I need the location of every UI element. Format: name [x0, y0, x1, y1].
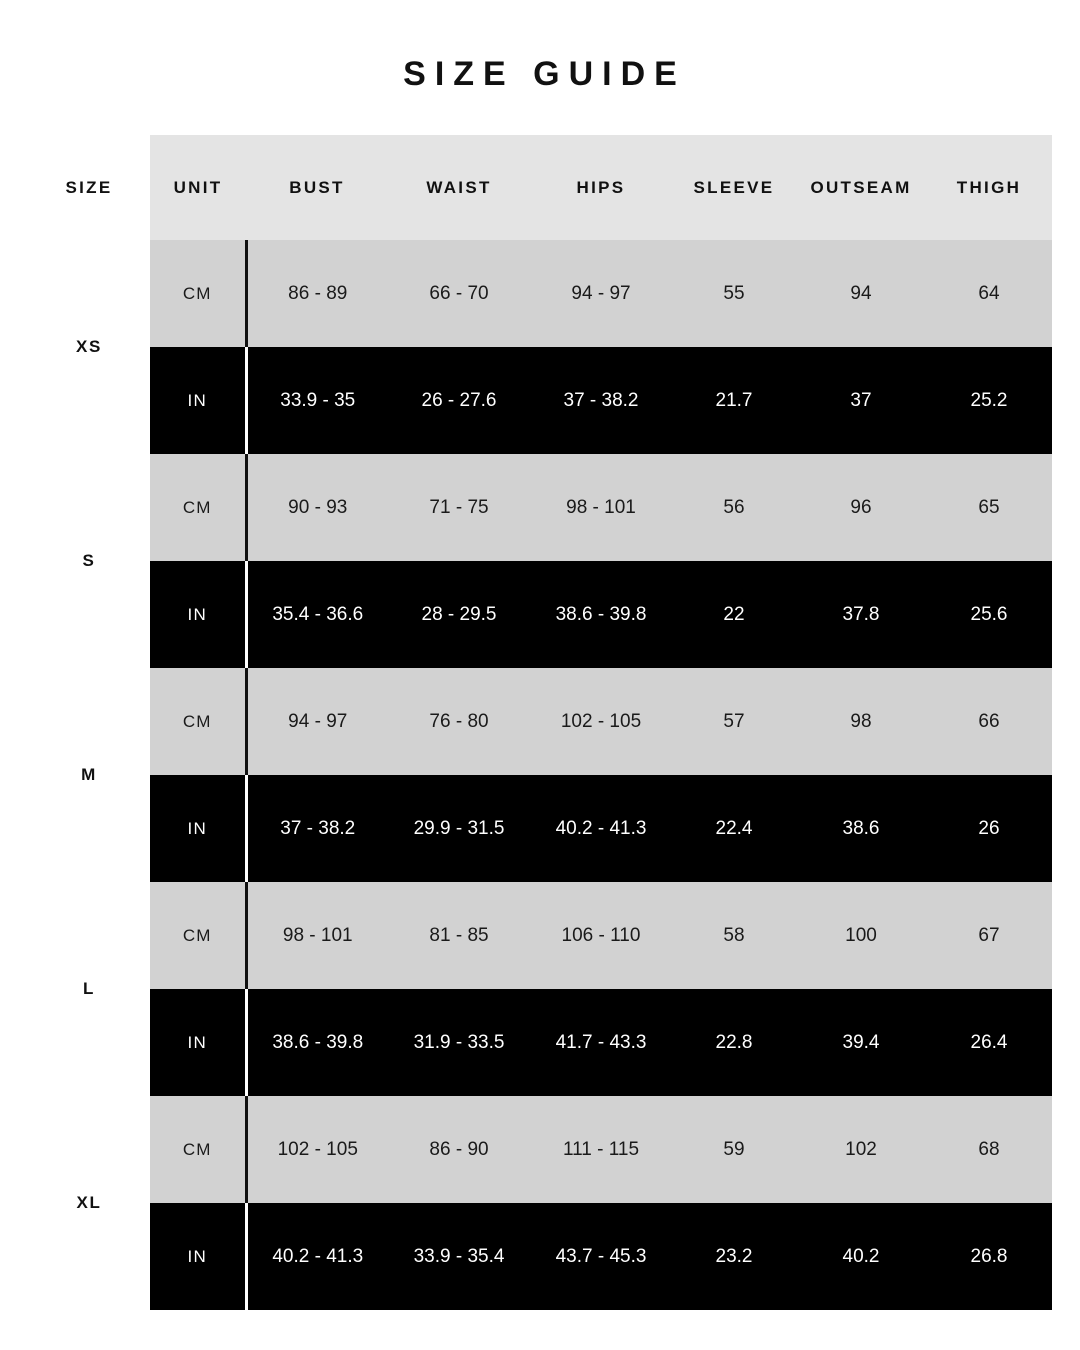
- table-header-row: [28, 135, 1052, 240]
- size-label-cell: S: [28, 454, 150, 668]
- column-header-hips: HIPS: [530, 135, 672, 240]
- table-row: [28, 882, 1052, 989]
- column-header-bust: BUST: [246, 135, 388, 240]
- table-row: [28, 1203, 1052, 1310]
- waist-cell: 81 - 85: [388, 882, 530, 989]
- bust-cell: 90 - 93: [246, 454, 388, 561]
- waist-cell: 76 - 80: [388, 668, 530, 775]
- waist-cell: 33.9 - 35.4: [388, 1203, 530, 1310]
- unit-cell: CM: [150, 454, 246, 561]
- thigh-cell: 65: [926, 454, 1052, 561]
- page-title: SIZE GUIDE: [403, 55, 686, 93]
- hips-cell: 38.6 - 39.8: [530, 561, 672, 668]
- table-row: [28, 454, 1052, 561]
- unit-cell: CM: [150, 668, 246, 775]
- unit-cell: IN: [150, 1203, 246, 1310]
- outseam-cell: 39.4: [796, 989, 926, 1096]
- waist-cell: 71 - 75: [388, 454, 530, 561]
- table-row: [28, 668, 1052, 775]
- thigh-cell: 25.6: [926, 561, 1052, 668]
- bust-cell: 35.4 - 36.6: [246, 561, 388, 668]
- outseam-cell: 98: [796, 668, 926, 775]
- sleeve-cell: 22: [672, 561, 796, 668]
- hips-cell: 111 - 115: [530, 1096, 672, 1203]
- column-header-sleeve: SLEEVE: [672, 135, 796, 240]
- table-body: [28, 240, 1052, 1310]
- waist-cell: 26 - 27.6: [388, 347, 530, 454]
- sleeve-cell: 21.7: [672, 347, 796, 454]
- unit-cell: IN: [150, 989, 246, 1096]
- table-row: [28, 561, 1052, 668]
- hips-cell: 102 - 105: [530, 668, 672, 775]
- hips-cell: 43.7 - 45.3: [530, 1203, 672, 1310]
- table-row: [28, 347, 1052, 454]
- unit-cell: CM: [150, 1096, 246, 1203]
- thigh-cell: 67: [926, 882, 1052, 989]
- size-label-cell: L: [28, 882, 150, 1096]
- outseam-cell: 100: [796, 882, 926, 989]
- bust-cell: 102 - 105: [246, 1096, 388, 1203]
- thigh-cell: 68: [926, 1096, 1052, 1203]
- bust-cell: 94 - 97: [246, 668, 388, 775]
- thigh-cell: 26: [926, 775, 1052, 882]
- sleeve-cell: 22.4: [672, 775, 796, 882]
- unit-cell: IN: [150, 775, 246, 882]
- outseam-cell: 38.6: [796, 775, 926, 882]
- thigh-cell: 66: [926, 668, 1052, 775]
- waist-cell: 28 - 29.5: [388, 561, 530, 668]
- thigh-cell: 26.8: [926, 1203, 1052, 1310]
- sleeve-cell: 55: [672, 240, 796, 347]
- column-header-outseam: OUTSEAM: [796, 135, 926, 240]
- outseam-cell: 37: [796, 347, 926, 454]
- table-row: [28, 240, 1052, 347]
- bust-cell: 33.9 - 35: [246, 347, 388, 454]
- outseam-cell: 94: [796, 240, 926, 347]
- waist-cell: 31.9 - 33.5: [388, 989, 530, 1096]
- bust-cell: 98 - 101: [246, 882, 388, 989]
- hips-cell: 106 - 110: [530, 882, 672, 989]
- unit-cell: IN: [150, 561, 246, 668]
- waist-cell: 66 - 70: [388, 240, 530, 347]
- table-row: [28, 989, 1052, 1096]
- bust-cell: 40.2 - 41.3: [246, 1203, 388, 1310]
- column-header-thigh: THIGH: [926, 135, 1052, 240]
- sleeve-cell: 22.8: [672, 989, 796, 1096]
- table-row: [28, 1096, 1052, 1203]
- thigh-cell: 25.2: [926, 347, 1052, 454]
- unit-cell: CM: [150, 882, 246, 989]
- size-label-cell: XS: [28, 240, 150, 454]
- thigh-cell: 26.4: [926, 989, 1052, 1096]
- column-header-waist: WAIST: [388, 135, 530, 240]
- outseam-cell: 96: [796, 454, 926, 561]
- size-label-cell: M: [28, 668, 150, 882]
- table-row: [28, 775, 1052, 882]
- waist-cell: 29.9 - 31.5: [388, 775, 530, 882]
- bust-cell: 37 - 38.2: [246, 775, 388, 882]
- column-header-size: SIZE: [28, 135, 150, 240]
- hips-cell: 40.2 - 41.3: [530, 775, 672, 882]
- unit-cell: IN: [150, 347, 246, 454]
- size-guide-table: [28, 135, 1052, 1310]
- column-header-unit: UNIT: [150, 135, 246, 240]
- hips-cell: 94 - 97: [530, 240, 672, 347]
- sleeve-cell: 23.2: [672, 1203, 796, 1310]
- hips-cell: 37 - 38.2: [530, 347, 672, 454]
- thigh-cell: 64: [926, 240, 1052, 347]
- sleeve-cell: 59: [672, 1096, 796, 1203]
- hips-cell: 98 - 101: [530, 454, 672, 561]
- sleeve-cell: 58: [672, 882, 796, 989]
- outseam-cell: 40.2: [796, 1203, 926, 1310]
- sleeve-cell: 57: [672, 668, 796, 775]
- unit-cell: CM: [150, 240, 246, 347]
- size-guide-table-wrapper: [28, 135, 1052, 1310]
- sleeve-cell: 56: [672, 454, 796, 561]
- size-label-cell: XL: [28, 1096, 150, 1310]
- waist-cell: 86 - 90: [388, 1096, 530, 1203]
- bust-cell: 86 - 89: [246, 240, 388, 347]
- outseam-cell: 37.8: [796, 561, 926, 668]
- outseam-cell: 102: [796, 1096, 926, 1203]
- hips-cell: 41.7 - 43.3: [530, 989, 672, 1096]
- table-header: [28, 135, 1052, 240]
- bust-cell: 38.6 - 39.8: [246, 989, 388, 1096]
